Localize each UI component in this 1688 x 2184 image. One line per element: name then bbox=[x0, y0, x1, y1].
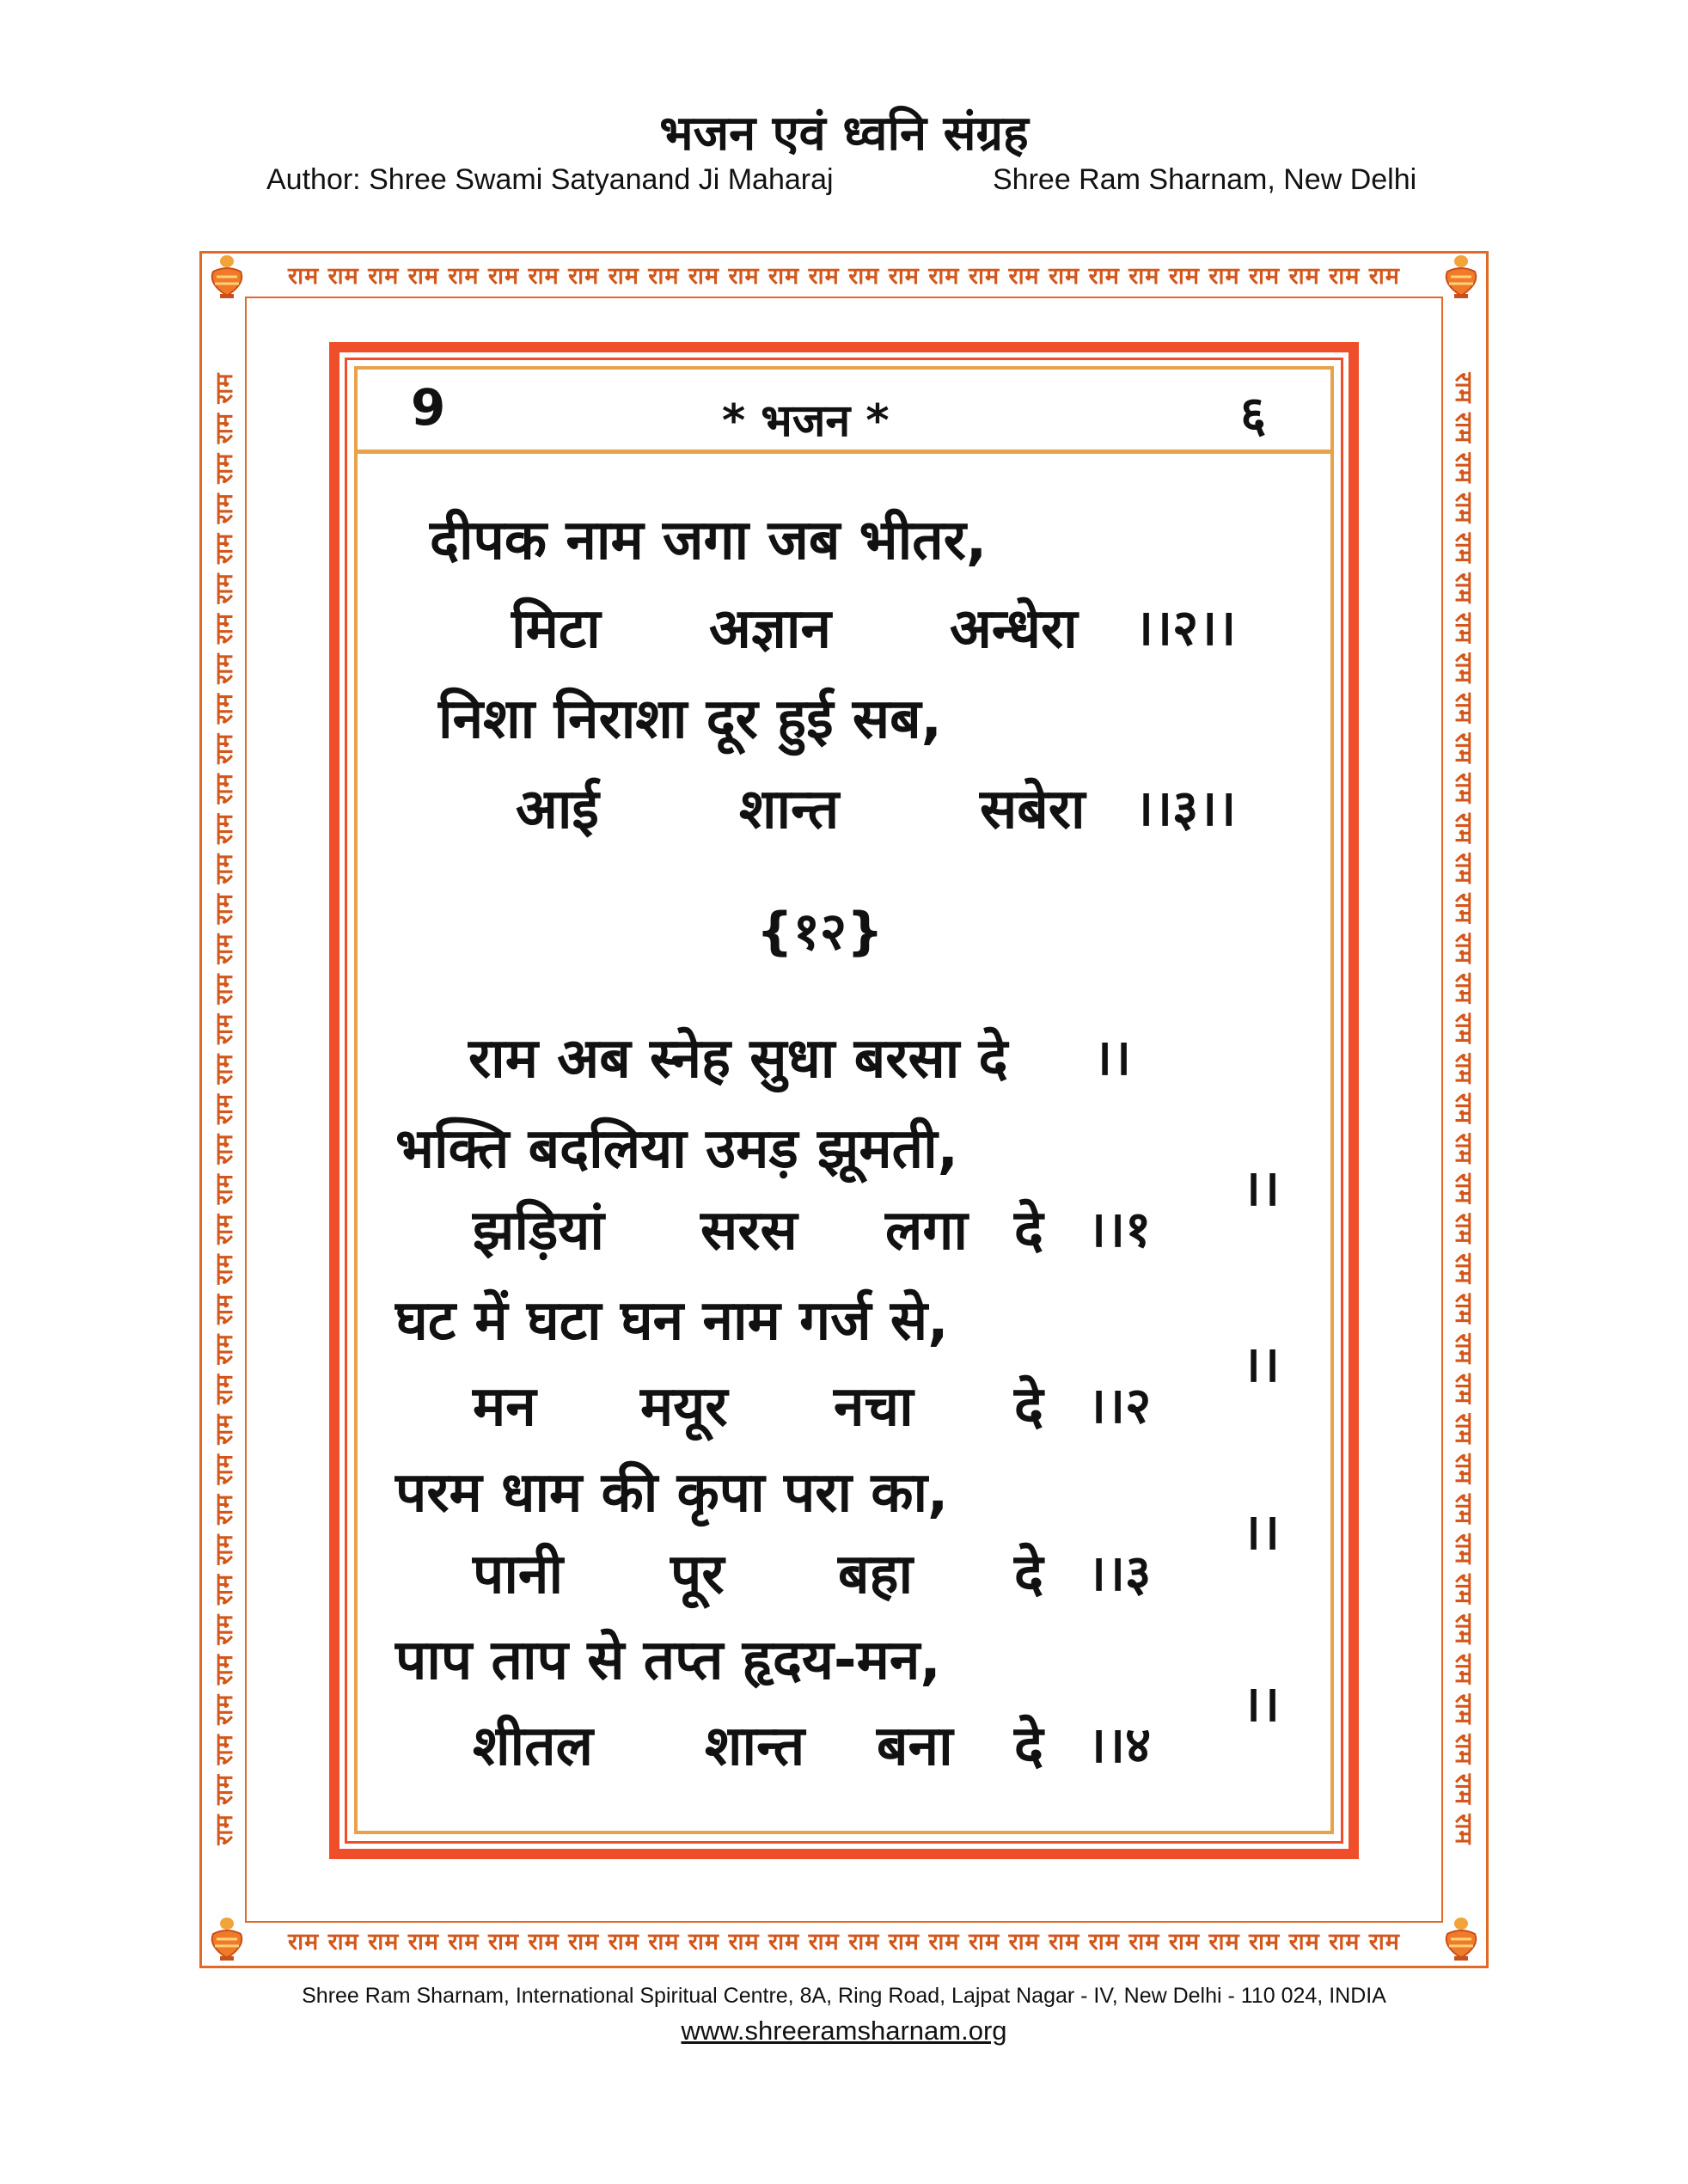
verse-word: पानी bbox=[473, 1543, 564, 1606]
verse-bars: ।। bbox=[1093, 1028, 1131, 1086]
verse-line: दीपक नाम जगा जब भीतर, bbox=[430, 509, 988, 572]
verse-word: आई bbox=[516, 778, 599, 841]
verse-number: ।।१ bbox=[1087, 1200, 1152, 1258]
verse-word: मिटा bbox=[511, 597, 601, 661]
verse-number: ।।२।। bbox=[1135, 598, 1237, 657]
verse-line: घट में घटा घन नाम गर्ज से, bbox=[395, 1289, 949, 1353]
page-number-left: 9 bbox=[411, 378, 446, 437]
verse-word: अज्ञान bbox=[709, 597, 832, 661]
verse-bars: ।। bbox=[1242, 1674, 1280, 1733]
page-header bbox=[0, 99, 1688, 164]
verse-line: परम धाम की कृपा परा का, bbox=[395, 1461, 949, 1525]
ram-border-left: राम राम राम राम राम राम राम राम राम राम राम राम राम राम राम राम राम राम राम राम राम राम राम राम राम राम राम राम राम राम राम राम राम राम राम राम राम bbox=[211, 372, 238, 1845]
verse-line: निशा निराशा दूर हुई सब, bbox=[438, 688, 942, 751]
verse-word: बहा bbox=[838, 1543, 914, 1606]
verse-number: ।।२ bbox=[1087, 1376, 1152, 1435]
kalash-ornament-icon bbox=[1435, 1913, 1487, 1965]
verse-word: झड़ियां bbox=[473, 1199, 604, 1263]
verse-number: ।।४ bbox=[1087, 1716, 1152, 1774]
verse-word: बना bbox=[877, 1715, 953, 1778]
verse-word: नचा bbox=[834, 1375, 914, 1439]
verse-line: पाप ताप से तप्त हृदय-मन, bbox=[395, 1629, 941, 1692]
verse-word: दे bbox=[1014, 1199, 1043, 1263]
verse-bars: ।। bbox=[1242, 1159, 1280, 1217]
refrain-line: राम अब स्नेह सुधा बरसा दे bbox=[468, 1027, 1008, 1091]
kalash-ornament-icon bbox=[201, 1913, 253, 1965]
page-number-right: ६ bbox=[1240, 385, 1267, 444]
verse-word: दे bbox=[1014, 1543, 1043, 1606]
verse-word: सबेरा bbox=[980, 778, 1086, 841]
section-title: * भजन * bbox=[722, 395, 890, 447]
ram-border-right: राम राम राम राम राम राम राम राम राम राम राम राम राम राम राम राम राम राम राम राम राम राम राम राम राम राम राम राम राम राम राम राम राम राम राम राम राम bbox=[1450, 372, 1477, 1845]
verse-word: अन्धेरा bbox=[950, 597, 1078, 661]
footer-address: Shree Ram Sharnam, International Spiritual Centre, 8A, Ring Road, Lajpat Nagar - IV, New Delhi - 110 024, INDIA bbox=[302, 1984, 1386, 2008]
verse-word: दे bbox=[1014, 1375, 1043, 1439]
ram-border-bottom: राम राम राम राम राम राम राम राम राम राम राम राम राम राम राम राम राम राम राम राम राम राम राम राम राम राम राम राम bbox=[288, 1929, 1400, 1955]
kalash-ornament-icon bbox=[1435, 251, 1487, 303]
ram-border-top: राम राम राम राम राम राम राम राम राम राम राम राम राम राम राम राम राम राम राम राम राम राम राम राम राम राम राम राम bbox=[288, 263, 1400, 290]
verse-word: दे bbox=[1014, 1715, 1043, 1778]
verse-number: ।।३ bbox=[1087, 1544, 1152, 1602]
organization-line: Shree Ram Sharnam, New Delhi bbox=[993, 163, 1417, 196]
verse-word: शीतल bbox=[473, 1715, 593, 1778]
verse-word: लगा bbox=[885, 1199, 968, 1263]
verse-word: मयूर bbox=[640, 1375, 728, 1439]
verse-number: ।।३।। bbox=[1135, 779, 1237, 837]
book-title: भजन एवं ध्वनि संग्रह bbox=[659, 105, 1029, 162]
verse-bars: ।। bbox=[1242, 1502, 1280, 1561]
verse-line: भक्ति बदलिया उमड़ झूमती, bbox=[395, 1117, 958, 1181]
verse-word: सरस bbox=[700, 1199, 798, 1263]
page-frame-inner bbox=[354, 366, 1334, 1834]
verse-word: शान्त bbox=[705, 1715, 805, 1778]
hymn-number: {१२} bbox=[756, 902, 884, 962]
verse-bars: ।। bbox=[1242, 1335, 1280, 1393]
author-line: Author: Shree Swami Satyanand Ji Maharaj bbox=[266, 163, 834, 196]
website-link[interactable]: www.shreeramsharnam.org bbox=[681, 2016, 1007, 2046]
verse-word: शान्त bbox=[739, 778, 840, 841]
kalash-ornament-icon bbox=[201, 251, 253, 303]
verse-word: पूर bbox=[670, 1543, 725, 1606]
verse-word: मन bbox=[473, 1375, 536, 1439]
